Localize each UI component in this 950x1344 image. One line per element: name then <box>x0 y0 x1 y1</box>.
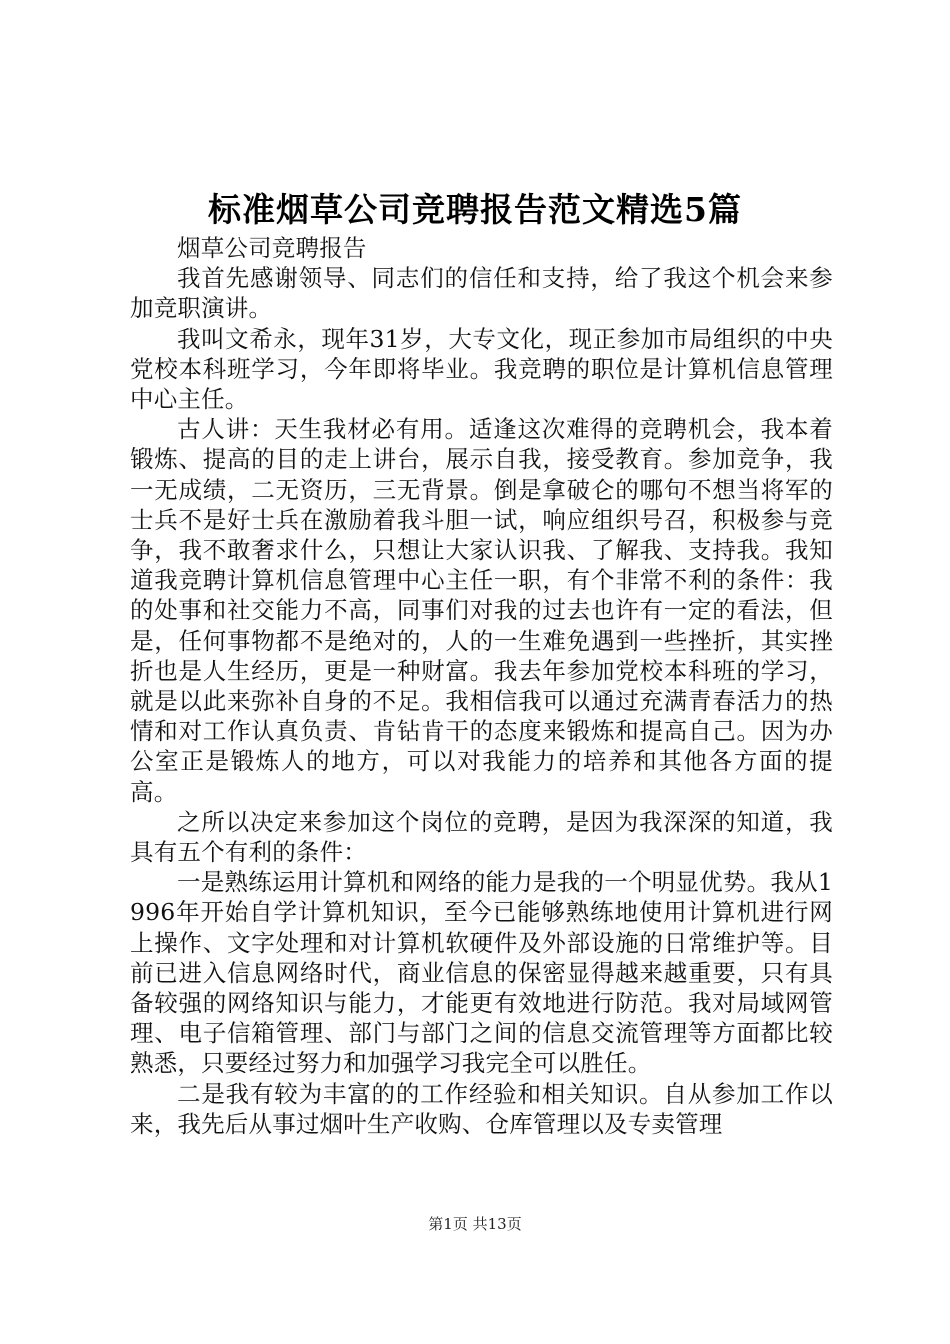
page-indicator: 第1页 共13页 <box>428 1215 522 1233</box>
document-title: 标准烟草公司竞聘报告范文精选5篇 <box>208 190 742 229</box>
paragraph: 古人讲：天生我材必有用。适逢这次难得的竞聘机会，我本着锻炼、提高的目的走上讲台，展示自我，接受教育。参加竞争，我一无成绩，二无资历，三无背景。倒是拿破仑的哪句不想当将军的士兵不是好士兵在激励着我斗胆一试，响应组织号召，积极参与竞争，我不敢奢求什么，只想让大家认识我、了解我、支持我。我知道我竞聘计算机信息管理中心主任一职，有个非常不利的条件：我的处事和社交能力不高，同事们对我的过去也许有一定的看法，但是，任何事物都不是绝对的，人的一生难免遇到一些挫折，其实挫折也是人生经历，更是一种财富。我去年参加党校本科班的学习，就是以此来弥补自身的不足。我相信我可以通过充满青春活力的热情和对工作认真负责、肯钻肯干的态度来锻炼和提高自己。因为办公室正是锻炼人的地方，可以对我能力的培养和其他各方面的提高。 <box>130 415 833 806</box>
paragraph-heading: 烟草公司竞聘报告 <box>177 234 367 262</box>
paragraph: 之所以决定来参加这个岗位的竞聘，是因为我深深的知道，我具有五个有利的条件： <box>130 807 833 867</box>
document-body <box>130 233 833 1139</box>
paragraph: 我首先感谢领导、同志们的信任和支持，给了我这个机会来参加竞职演讲。 <box>130 264 833 323</box>
paragraph: 一是熟练运用计算机和网络的能力是我的一个明显优势。我从1996年开始自学计算机知识，至今已能够熟练地使用计算机进行网上操作、文字处理和对计算机软硬件及外部设施的日常维护等。目前已进入信息网络时代，商业信息的保密显得越来越重要，只有具备较强的网络知识与能力，才能更有效地进行防范。我对局域网管理、电子信箱管理、部门与部门之间的信息交流管理等方面都比较熟悉，只要经过努力和加强学习我完全可以胜任。 <box>130 868 833 1078</box>
paragraph: 我叫文希永，现年31岁，大专文化，现正参加市局组织的中央党校本科班学习，今年即将毕业。我竞聘的职位是计算机信息管理中心主任。 <box>130 324 833 414</box>
page-footer <box>0 1213 950 1235</box>
paragraph: 二是我有较为丰富的的工作经验和相关知识。自从参加工作以来，我先后从事过烟叶生产收购、仓库管理以及专卖管理 <box>130 1079 833 1138</box>
